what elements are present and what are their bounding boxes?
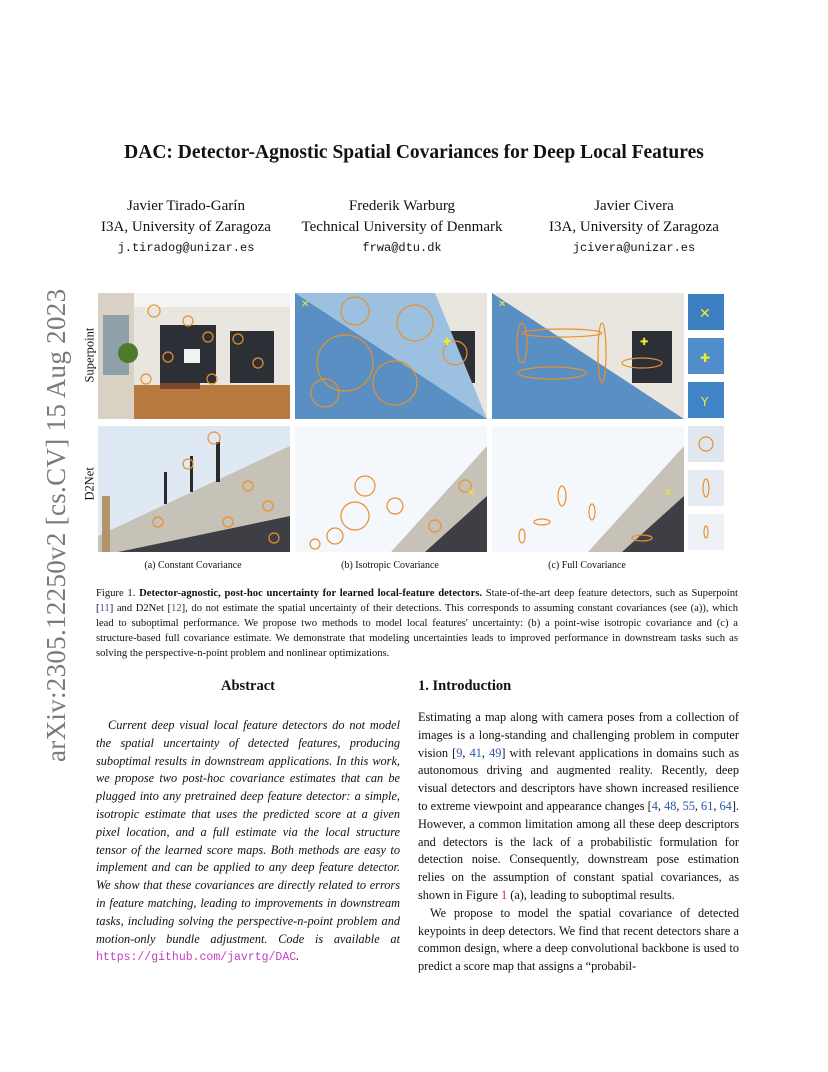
svg-text:✚: ✚	[640, 337, 649, 348]
paper-title: DAC: Detector-Agnostic Spatial Covariances for Deep Local Features	[124, 142, 704, 163]
inset-zoom-6	[688, 514, 724, 550]
citation-link[interactable]: 4	[651, 798, 658, 813]
room-image	[98, 293, 290, 419]
author-name: Javier Tirado-Garín	[127, 198, 245, 214]
room-heatmap-image	[492, 293, 684, 419]
code-link[interactable]: https://github.com/javrtg/DAC	[96, 951, 297, 965]
caption-label: Figure 1.	[96, 588, 136, 599]
svg-text:✕: ✕	[699, 306, 711, 322]
figure-1	[78, 290, 728, 575]
caption-text: State-of-the-art deep feature detectors, such as Superpoint [	[96, 588, 738, 614]
svg-text:Y: Y	[701, 395, 709, 409]
inset-zoom-4	[688, 426, 724, 462]
sublabel-full: (c) Full Covariance	[548, 560, 626, 571]
room-heatmap-image	[295, 293, 487, 419]
author-affiliation: I3A, University of Zaragoza	[549, 219, 719, 235]
sublabel-isotropic: (b) Isotropic Covariance	[341, 560, 439, 571]
author-email[interactable]: jcivera@unizar.es	[572, 241, 696, 255]
abstract-heading: Abstract	[221, 678, 275, 694]
panel-d2net-full	[492, 426, 684, 552]
arxiv-stamp	[16, 262, 71, 762]
panel-superpoint-isotropic	[295, 293, 487, 419]
author-2	[272, 196, 532, 259]
panel-superpoint-full	[492, 293, 684, 419]
citation-link[interactable]: 12	[171, 603, 182, 614]
inset-zoom-5	[688, 470, 724, 506]
citation-link[interactable]: 9	[456, 745, 463, 760]
bridge-heatmap-image	[295, 426, 487, 552]
author-3	[504, 196, 764, 259]
svg-text:✚: ✚	[443, 337, 452, 348]
citation-link[interactable]: 55	[682, 798, 695, 813]
author-affiliation: Technical University of Denmark	[301, 219, 503, 235]
bridge-image	[98, 426, 290, 552]
author-name: Frederik Warburg	[348, 198, 456, 214]
panel-d2net-isotropic	[295, 426, 487, 552]
citation-link[interactable]: 64	[719, 798, 732, 813]
author-email[interactable]: j.tiradog@unizar.es	[117, 241, 255, 255]
inset-zoom-1	[688, 294, 724, 330]
sublabel-constant: (a) Constant Covariance	[144, 560, 242, 571]
caption-bold: Detector-agnostic, post-hoc uncertainty for learned local-feature detectors.	[139, 588, 483, 599]
abstract-section	[96, 678, 400, 967]
introduction-section	[418, 678, 739, 976]
citation-link[interactable]: 41	[469, 745, 482, 760]
intro-paragraph-1: Estimating a map along with camera poses from a collection of images is a long-standing and challenging problem in computer vision [9, 41, 49] with relevant applications in domains such as autonomous driving and augmented reality. Recently, deep visual detectors and descriptors have shown increased resilience to extreme viewpoint and appearance changes [4, 48, 55, 61, 64]. However, a common limitation among all these deep descriptors and detectors is the lack of a probabilistic formulation for detection noise. Consequently, downstream pose estimation relies on the assumption of constant spatial covariances, as shown in Figure 1 (a), leading to suboptimal results.	[418, 710, 740, 902]
figure-caption: Figure 1. Detector-agnostic, post-hoc uncertainty for learned local-feature detectors. State-of-the-art deep feature detectors, such as Superpoint [11] and D2Net [12], do not estimate the spatial uncertainty of their detections. This corresponds to assuming constant covariances (see (a)), which lead to suboptimal performance. We propose two methods to model local features' uncertainty: (b) a point-wise isotropic covariance and (c) a structure-based full covariance estimate. We demonstrate that modeling uncertainties leads to improved performance in downstream tasks such as solving the perspective-n-point problem and nonlinear optimizations.	[96, 588, 738, 659]
author-email[interactable]: frwa@dtu.dk	[362, 241, 442, 255]
bridge-heatmap-image	[492, 426, 684, 552]
panel-superpoint-constant	[98, 293, 290, 419]
citation-link[interactable]: 48	[664, 798, 677, 813]
panel-d2net-constant	[98, 426, 290, 552]
citation-link[interactable]: 11	[99, 603, 110, 614]
intro-paragraph-2: We propose to model the spatial covariance of detected keypoints in deep detectors. We find that recent detectors share a common design, where a deep convolutional backbone is used to predict a score map that assigns a “probabil-	[418, 905, 739, 974]
figure-link[interactable]: 1	[501, 887, 508, 902]
arxiv-stamp-text: arXiv:2305.12250v2 [cs.CV] 15 Aug 2023	[41, 288, 71, 762]
svg-text:✕: ✕	[467, 488, 476, 499]
row-label-d2net: D2Net	[82, 467, 97, 501]
abstract-body: Current deep visual local feature detectors do not model the spatial uncertainty of detected features, producing suboptimal results in downstream applications. In this work, we propose two post-hoc covariance estimates that can be plugged into any pretrained deep feature detector: a simple, isotropic estimate that uses the predicted score at a given pixel location, and a full estimate via the local structure tensor of the learned score maps. Both methods are easy to implement and can be applied to any deep feature detector. We show that these covariances are directly related to errors in feature matching, leading to improvements in downstream tasks, including solving the perspective-n-point problem and motion-only bundle adjustment. Code is available at https://github.com/javrtg/DAC.	[96, 718, 400, 965]
inset-zoom-2	[688, 338, 724, 374]
author-name: Javier Civera	[594, 198, 674, 214]
svg-text:✚: ✚	[700, 351, 711, 365]
svg-text:✕: ✕	[301, 299, 310, 310]
svg-text:✕: ✕	[498, 299, 507, 310]
inset-zoom-3	[688, 382, 724, 418]
citation-link[interactable]: 49	[489, 745, 502, 760]
svg-text:✕: ✕	[664, 488, 673, 499]
introduction-heading: 1. Introduction	[418, 678, 512, 694]
citation-link[interactable]: 61	[701, 798, 714, 813]
author-affiliation: I3A, University of Zaragoza	[101, 219, 271, 235]
row-label-superpoint: Superpoint	[82, 327, 97, 383]
